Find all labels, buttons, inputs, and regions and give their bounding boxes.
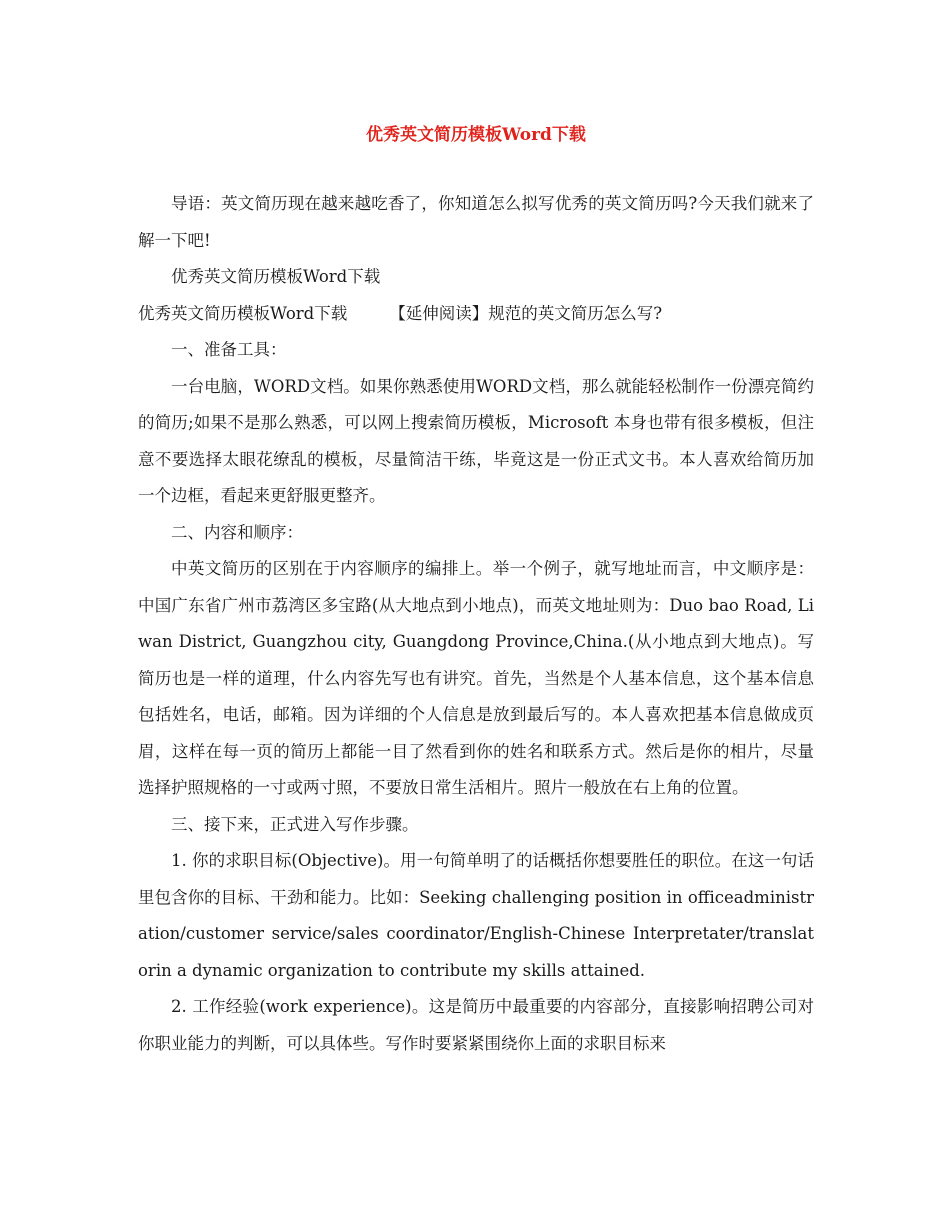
section3-heading: 三、接下来，正式进入写作步骤。 — [171, 814, 419, 834]
list-item-objective: 1. 你的求职目标(Objective)。用一句简单明了的话概括你想要胜任的职位。在这一句话里包含你的目标、干劲和能力。比如：Seeking challenging position in officeadministration/customer service/sales coordinator/English-Chinese Interpretater/translatorin a dynamic organization to contribute my skills attained. — [138, 851, 814, 980]
section1-heading: 一、准备工具： — [171, 340, 287, 359]
section1-body: 一台电脑，WORD文档。如果你熟悉使用WORD文档，那么就能轻松制作一份漂亮简约的简历;如果不是那么熟悉，可以网上搜索简历模板，Microsoft 本身也带有很多模板，但注意不要选择太眼花缭乱的模板，尽量简洁干练，毕竟这是一份正式文书。本人喜欢给简历加一个边框，看起来更舒服更整齐。 — [138, 376, 814, 505]
document-title: 优秀英文简历模板Word下载 — [366, 125, 586, 145]
list-item-work-experience: 2. 工作经验(work experience)。这是简历中最重要的内容部分，直接影响招聘公司对你职业能力的判断，可以具体些。写作时要紧紧围绕你上面的求职目标来 — [138, 997, 814, 1053]
subtitle-repeat: 优秀英文简历模板Word下载 — [138, 303, 348, 323]
extended-reading-link[interactable]: 【延伸阅读】规范的英文简历怎么写? — [389, 303, 663, 323]
section2-body: 中英文简历的区别在于内容顺序的编排上。举一个例子，就写地址而言，中文顺序是：中国广东省广州市荔湾区多宝路(从大地点到小地点)，而英文地址则为：Duo bao Road, Liwan District, Guangzhou city, Guangdong Province,China.(从小地点到大地点)。写简历也是一样的道理，什么内容先写也有讲究。首先，当然是个人基本信息，这个基本信息包括姓名，电话，邮箱。因为详细的个人信息是放到最后写的。本人喜欢把基本信息做成页眉，这样在每一页的简历上都能一目了然看到你的姓名和联系方式。然后是你的相片，尽量选择护照规格的一寸或两寸照，不要放日常生活相片。照片一般放在右上角的位置。 — [138, 559, 814, 797]
extended-reading-line — [138, 296, 814, 333]
intro-paragraph: 导语：英文简历现在越来越吃香了，你知道怎么拟写优秀的英文简历吗?今天我们就来了解一下吧! — [138, 194, 814, 250]
subtitle-line: 优秀英文简历模板Word下载 — [171, 267, 381, 286]
document-page — [138, 120, 814, 1062]
section2-heading: 二、内容和顺序： — [171, 522, 303, 542]
